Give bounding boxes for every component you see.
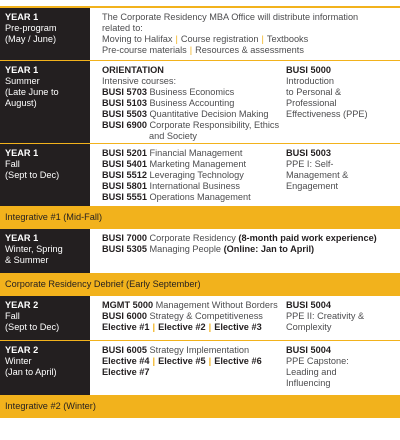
course-line [102,170,286,181]
course-line [102,181,286,192]
course-name: Managing People [149,244,222,254]
row-label [0,341,90,395]
separator: | [189,45,193,55]
period-label: (Sept to Dec) [5,322,60,332]
side-course-text: PPE II: Creativity & [286,311,365,321]
period-label: Winter, Spring [5,244,63,254]
year-label: YEAR 1 [5,65,39,75]
course-line [102,109,286,120]
course-line [102,87,286,98]
side-course-code: BUSI 5003 [286,148,331,158]
course-name: International Business [149,181,240,191]
period-label: (Sept to Dec) [5,170,60,180]
course-code: BUSI 5503 [102,109,147,119]
course-name-cont: and Society [149,131,198,141]
course-name: Strategy Implementation [149,345,250,355]
separator: | [175,34,178,44]
side-course-text: Engagement [286,181,339,191]
elective: Elective #7 [102,367,150,377]
side-course-text: Management & [286,170,349,180]
period-label: Pre-program [5,23,57,33]
course-name: Financial Management [149,148,243,158]
elective-line [102,322,286,333]
intro-text: The Corporate Residency MBA Office will distribute information [102,12,359,22]
period-label: Fall [5,311,20,321]
period-label: & Summer [5,255,49,265]
row-year1-fall [0,144,400,207]
course-code: BUSI 5703 [102,87,147,97]
row-label [0,296,90,340]
period-label: (Jan to April) [5,367,57,377]
side-course-text: Effectiveness (PPE) [286,109,368,119]
course-line [102,244,396,255]
info-item: Moving to Halifax [102,34,173,44]
row-year2-winter [0,341,400,396]
course-name: Quantitative Decision Making [149,109,269,119]
course-line [102,148,286,159]
elective: Elective #1 [102,322,150,332]
info-items [102,45,396,56]
course-code: BUSI 5801 [102,181,147,191]
elective: Elective #3 [214,322,262,332]
elective: Elective #4 [102,356,150,366]
year-label: YEAR 2 [5,345,39,355]
row-year2-fall [0,296,400,341]
course-line [102,192,286,203]
info-item: Course registration [180,34,259,44]
orientation-heading: ORIENTATION [102,65,164,75]
row-content [90,229,400,273]
course-code: BUSI 5551 [102,192,147,202]
row-content [90,144,400,206]
subheading: Intensive courses: [102,76,177,86]
course-name: Management Without Borders [155,300,278,310]
row-content [90,296,400,340]
year-label: YEAR 1 [5,233,39,243]
separator: | [261,34,264,44]
course-line [102,233,396,244]
year-label: YEAR 1 [5,148,39,158]
row-content [90,341,400,395]
course-name: Business Accounting [149,98,235,108]
course-name: Leveraging Technology [149,170,244,180]
row-content [90,61,400,143]
course-code: BUSI 7000 [102,233,147,243]
course-line [102,120,286,131]
course-note: (8-month paid work experience) [238,233,377,243]
course-name: Operations Management [149,192,251,202]
course-code: BUSI 5401 [102,159,147,169]
year-label: YEAR 2 [5,300,39,310]
intro-text: related to: [102,23,143,33]
course-name: Corporate Responsibility, Ethics [149,120,280,130]
course-code: BUSI 6005 [102,345,147,355]
elective: Elective #2 [158,322,206,332]
period-label: Summer [5,76,40,86]
year-label: YEAR 1 [5,12,39,22]
period-label: (Late June to [5,87,59,97]
side-course-text: PPE Capstone: [286,356,349,366]
elective-line [102,356,286,367]
elective: Elective #5 [158,356,206,366]
side-course-text: Introduction [286,76,335,86]
separator: | [152,322,156,332]
side-course-code: BUSI 5000 [286,65,331,75]
period-label: Fall [5,159,20,169]
course-line [102,300,286,311]
course-line [102,159,286,170]
course-code: MGMT 5000 [102,300,154,310]
separator: | [152,356,156,366]
side-course-text: Influencing [286,378,331,388]
info-item: Textbooks [266,34,309,44]
course-code: BUSI 5201 [102,148,147,158]
row-label [0,61,90,143]
row-year1-summer [0,61,400,144]
info-item: Pre-course materials [102,45,187,55]
program-table [0,6,400,418]
integrative-1-band: Integrative #1 (Mid-Fall) [0,207,400,229]
course-line [102,345,286,356]
separator: | [208,322,212,332]
course-name: Business Economics [149,87,235,97]
side-course-text: PPE I: Self- [286,159,334,169]
row-year1-preprogram [0,8,400,61]
course-name: Corporate Residency [149,233,236,243]
separator: | [208,356,212,366]
side-course-text: to Personal & [286,87,342,97]
course-code: BUSI 6900 [102,120,147,130]
side-course-text: Complexity [286,322,332,332]
row-label [0,8,90,60]
course-code: BUSI 5103 [102,98,147,108]
course-name: Marketing Management [149,159,247,169]
course-name: Strategy & Competitiveness [149,311,263,321]
period-label: Winter [5,356,32,366]
course-code: BUSI 6000 [102,311,147,321]
side-course-code: BUSI 5004 [286,300,331,310]
integrative-2-band: Integrative #2 (Winter) [0,396,400,418]
course-line [102,98,286,109]
side-course-code: BUSI 5004 [286,345,331,355]
course-line [102,311,286,322]
row-content [90,8,400,60]
side-course-text: Leading and [286,367,337,377]
residency-debrief-band: Corporate Residency Debrief (Early September) [0,274,400,296]
info-items [102,34,396,45]
course-code: BUSI 5305 [102,244,147,254]
row-label [0,144,90,206]
row-year1-residency [0,229,400,274]
elective: Elective #6 [214,356,262,366]
course-note: (Online: Jan to April) [223,244,315,254]
period-label: (May / June) [5,34,57,44]
info-item: Resources & assessments [195,45,304,55]
course-code: BUSI 5512 [102,170,147,180]
period-label: August) [5,98,37,108]
side-course-text: Professional [286,98,337,108]
row-label [0,229,90,273]
